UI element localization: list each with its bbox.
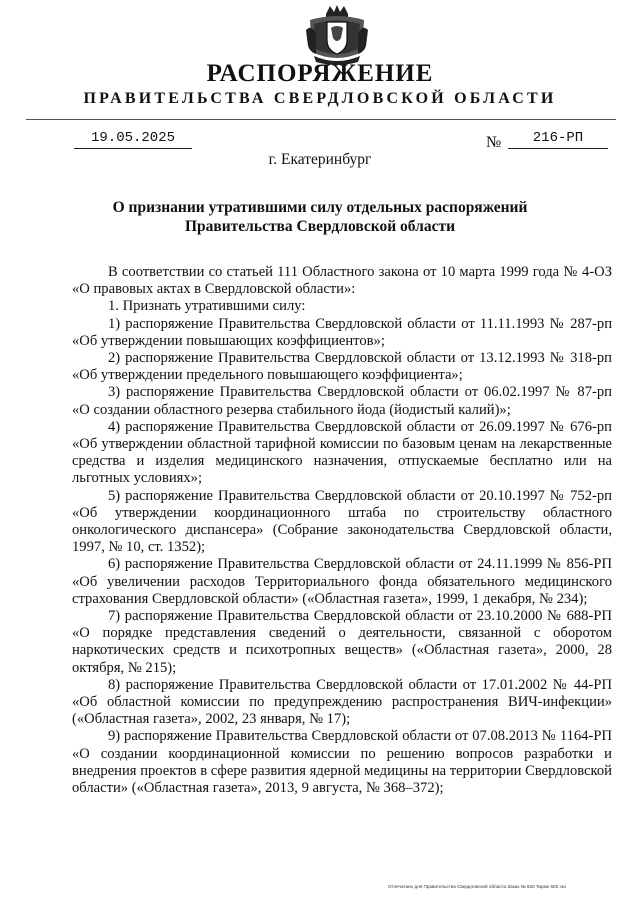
body-paragraph: 3) распоряжение Правительства Свердловской области от 06.02.1997 № 87-рп «О создании областного резерва стабильного йода (йодистый калий)»;: [72, 384, 612, 418]
number-underline: [508, 148, 608, 149]
document-number: 216-РП: [532, 130, 584, 146]
subject-title-line-2: Правительства Свердловской области: [184, 218, 456, 235]
document-type-title: РАСПОРЯЖЕНИЕ: [206, 60, 434, 87]
body-paragraph: 7) распоряжение Правительства Свердловской области от 23.10.2000 № 688-РП «О порядке представления сведений о деятельности, связанной с оборотом наркотических средств и психотропных веществ» («Областная газета», 2000, 28 октября, № 215);: [72, 608, 612, 676]
issuer-subtitle: ПРАВИТЕЛЬСТВА СВЕРДЛОВСКОЙ ОБЛАСТИ: [83, 90, 557, 107]
date-underline: [74, 148, 192, 149]
document-body: [72, 264, 612, 797]
body-paragraph: 5) распоряжение Правительства Свердловской области от 20.10.1997 № 752-рп «Об утверждении координационного штаба по строительству областного онкологического диспансера» (Собрание законодательства Свердловской области, 1997, № 10, ст. 1352);: [72, 487, 612, 556]
body-paragraph: 6) распоряжение Правительства Свердловской области от 24.11.1999 № 856-РП «Об увеличении расходов Территориального фонда обязательного медицинского страхования Свердловской области» («Областная газета», 1999, 1 декабря, № 234);: [72, 556, 612, 607]
coat-of-arms-emblem: [304, 4, 370, 66]
header-divider: [26, 119, 616, 120]
document-subject-title: [60, 198, 580, 236]
body-paragraph: 9) распоряжение Правительства Свердловской области от 07.08.2013 № 1164-РП «О создании координационной комиссии по решению вопросов разработки и внедрения проектов в сфере развития ядерной медицины на территории Свердловской области» («Областная газета», 2013, 9 августа, № 368–372);: [72, 728, 612, 797]
body-paragraph: 2) распоряжение Правительства Свердловской области от 13.12.1993 № 318-рп «Об утверждении предельного повышающего коэффициента»;: [72, 350, 612, 384]
body-paragraph: В соответствии со статьей 111 Областного закона от 10 марта 1999 года № 4-ОЗ «О правовых актах в Свердловской области»:: [72, 264, 612, 298]
number-sign: №: [486, 134, 502, 151]
print-imprint: Отпечатано для Правительства Свердловской области Заказ № 620 Тираж 500 экз: [388, 884, 566, 889]
body-paragraph: 4) распоряжение Правительства Свердловской области от 26.09.1997 № 676-рп «Об утверждении областной тарифной комиссии по базовым ценам на лекарственные средства и изделия медицинского назначения, отпускаемые бесплатно или на льготных условиях»;: [72, 418, 612, 487]
body-paragraph: 8) распоряжение Правительства Свердловской области от 17.01.2002 № 44-РП «Об областной комиссии по предупреждению распространения ВИЧ-инфекции» («Областная газета», 2002, 23 января, № 17);: [72, 676, 612, 728]
body-paragraph: 1. Признать утратившими силу:: [108, 298, 306, 315]
subject-title-line-1: О признании утратившими силу отдельных распоряжений: [112, 199, 528, 216]
document-date: 19.05.2025: [90, 130, 175, 146]
body-paragraph: 1) распоряжение Правительства Свердловской области от 11.11.1993 № 287-рп «Об утверждении повышающих коэффициентов»;: [72, 315, 612, 349]
document-city: г. Екатеринбург: [268, 151, 372, 168]
